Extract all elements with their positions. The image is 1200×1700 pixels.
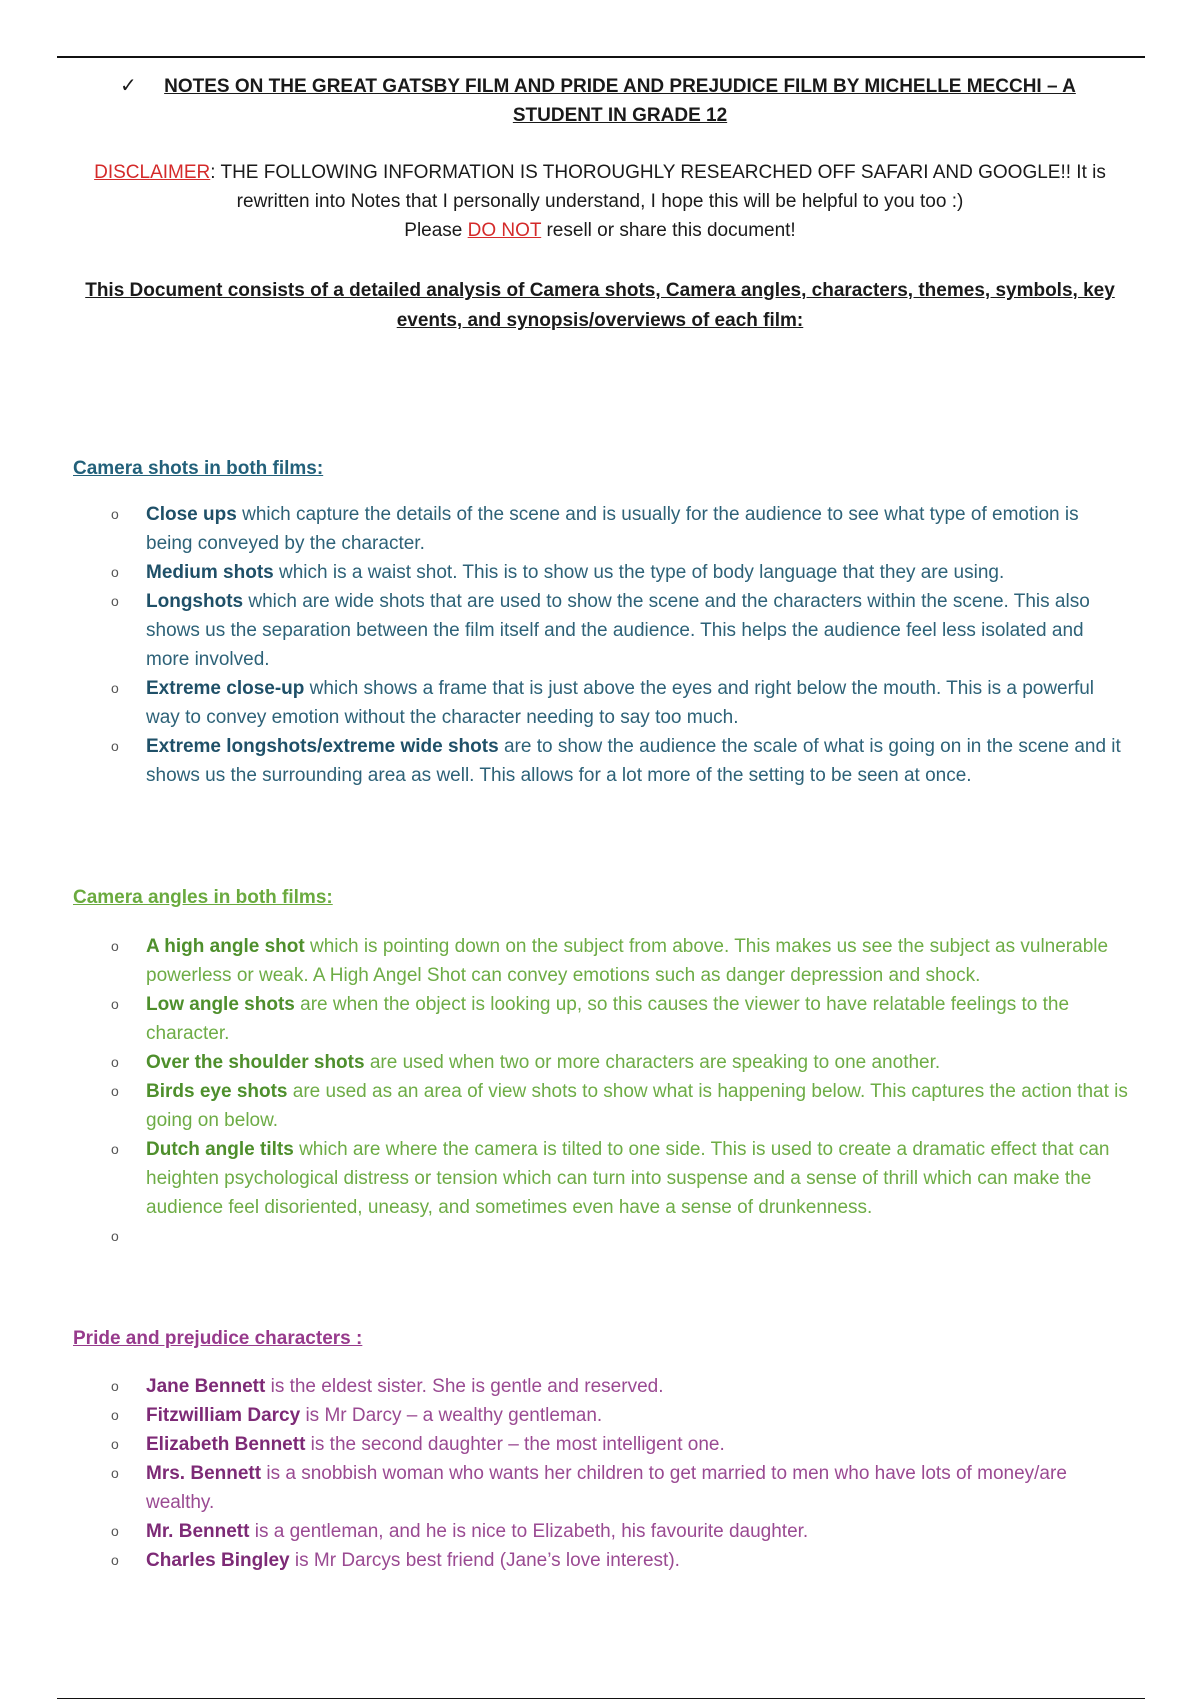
bullet-icon: o xyxy=(111,1407,119,1423)
item-term: Elizabeth Bennett xyxy=(146,1434,306,1455)
bullet-icon: o xyxy=(111,593,119,609)
list-item xyxy=(100,732,1130,790)
item-text: is Mr Darcys best friend (Jane’s love interest). xyxy=(289,1550,680,1571)
camera-shots-list xyxy=(100,500,1130,790)
disclaimer-label: DISCLAIMER xyxy=(94,162,211,183)
list-item xyxy=(100,1459,1130,1517)
bullet-icon: o xyxy=(111,1228,119,1244)
item-term: Longshots xyxy=(146,591,244,612)
bullet-icon: o xyxy=(111,1523,119,1539)
item-term: Birds eye shots xyxy=(146,1081,288,1102)
disclaimer-text: : THE FOLLOWING INFORMATION IS THOROUGHLY RESEARCHED OFF SAFARI AND GOOGLE!! It is rewritten into Notes that I personally understand, I hope this will be helpful to you too :) xyxy=(210,162,1106,212)
item-term: Charles Bingley xyxy=(146,1550,290,1571)
top-rule xyxy=(57,56,1145,58)
list-item xyxy=(100,558,1130,587)
list-item xyxy=(100,932,1130,990)
list-item xyxy=(100,1517,1130,1546)
list-item xyxy=(100,1546,1130,1575)
document-scope: This Document consists of a detailed analysis of Camera shots, Camera angles, characters, themes, symbols, key events, and synopsis/overviews of each film: xyxy=(85,280,1115,331)
list-item xyxy=(100,674,1130,732)
item-term: Mrs. Bennett xyxy=(146,1463,262,1484)
bullet-icon: o xyxy=(111,1054,119,1070)
document-title xyxy=(120,72,1120,130)
item-term: Extreme close-up xyxy=(146,678,305,699)
list-item xyxy=(100,1077,1130,1135)
bullet-icon: o xyxy=(111,1141,119,1157)
item-text: which are where the camera is tilted to one side. This is used to create a dramatic effect that can heighten psychological distress or tension which can turn into suspense and a sense of thrill which can make the audience feel disoriented, uneasy, and sometimes even have a sense of drunkenness. xyxy=(146,1139,1110,1218)
characters-list xyxy=(100,1372,1130,1575)
list-item xyxy=(100,1401,1130,1430)
item-term: Close ups xyxy=(146,504,237,525)
bullet-icon: o xyxy=(111,1465,119,1481)
item-term: Low angle shots xyxy=(146,994,295,1015)
list-item xyxy=(100,1135,1130,1222)
camera-shots-heading: Camera shots in both films: xyxy=(73,458,324,479)
list-item xyxy=(100,990,1130,1048)
item-text: is Mr Darcy – a wealthy gentleman. xyxy=(300,1405,603,1426)
item-term: Jane Bennett xyxy=(146,1376,266,1397)
list-item xyxy=(100,1048,1130,1077)
list-item xyxy=(100,500,1130,558)
checkmark-icon: ✓ xyxy=(120,75,137,97)
item-text: is the eldest sister. She is gentle and reserved. xyxy=(265,1376,664,1397)
item-text: which is a waist shot. This is to show us the type of body language that they are using. xyxy=(273,562,1005,583)
bullet-icon: o xyxy=(111,506,119,522)
list-item xyxy=(100,1372,1130,1401)
list-item xyxy=(100,587,1130,674)
camera-angles-heading: Camera angles in both films: xyxy=(73,887,333,908)
bullet-icon: o xyxy=(111,564,119,580)
bullet-icon: o xyxy=(111,1083,119,1099)
item-text: are to show the audience the scale of what is going on in the scene and it shows us the surrounding area as well. This allows for a lot more of the setting to be seen at once. xyxy=(146,736,1121,786)
item-term: Fitzwilliam Darcy xyxy=(146,1405,301,1426)
bullet-icon: o xyxy=(111,1552,119,1568)
item-term: Dutch angle tilts xyxy=(146,1139,294,1160)
bullet-icon: o xyxy=(111,738,119,754)
disclaimer-pre: Please xyxy=(404,220,468,241)
item-term: Mr. Bennett xyxy=(146,1521,250,1542)
bullet-icon: o xyxy=(111,1436,119,1452)
item-term: Extreme longshots/extreme wide shots xyxy=(146,736,499,757)
item-text: are when the object is looking up, so this causes the viewer to have relatable feelings to the character. xyxy=(146,994,1070,1044)
characters-heading: Pride and prejudice characters : xyxy=(73,1328,363,1349)
item-text: are used when two or more characters are speaking to one another. xyxy=(364,1052,941,1073)
disclaimer-emphasis: DO NOT xyxy=(467,220,542,241)
item-text: is the second daughter – the most intelligent one. xyxy=(305,1434,725,1455)
bullet-icon: o xyxy=(111,938,119,954)
title-text: NOTES ON THE GREAT GATSBY FILM AND PRIDE AND PREJUDICE FILM BY MICHELLE MECCHI – A STUDENT IN GRADE 12 xyxy=(164,76,1076,126)
item-text: is a gentleman, and he is nice to Elizabeth, his favourite daughter. xyxy=(249,1521,809,1542)
item-text: which are wide shots that are used to show the scene and the characters within the scene. This also shows us the separation between the film itself and the audience. This helps the audience feel less isolated and more involved. xyxy=(146,591,1090,670)
item-text: is a snobbish woman who wants her children to get married to men who have lots of money/are wealthy. xyxy=(146,1463,1067,1513)
item-text: which capture the details of the scene and is usually for the audience to see what type of emotion is being conveyed by the character. xyxy=(146,504,1079,554)
bullet-icon: o xyxy=(111,996,119,1012)
disclaimer-post: resell or share this document! xyxy=(541,220,796,241)
bullet-icon: o xyxy=(111,1378,119,1394)
list-item xyxy=(100,1430,1130,1459)
item-term: A high angle shot xyxy=(146,936,305,957)
bottom-rule xyxy=(57,1698,1145,1699)
bullet-icon: o xyxy=(111,680,119,696)
item-text: which is pointing down on the subject from above. This makes us see the subject as vulnerable powerless or weak. A High Angel Shot can convey emotions such as danger depression and shock. xyxy=(146,936,1109,986)
item-term: Medium shots xyxy=(146,562,274,583)
item-text: which shows a frame that is just above the eyes and right below the mouth. This is a powerful way to convey emotion without the character needing to say too much. xyxy=(146,678,1095,728)
camera-angles-list xyxy=(100,932,1130,1244)
item-text: are used as an area of view shots to show what is happening below. This captures the action that is going on below. xyxy=(146,1081,1128,1131)
disclaimer-block xyxy=(70,158,1130,245)
item-term: Over the shoulder shots xyxy=(146,1052,365,1073)
